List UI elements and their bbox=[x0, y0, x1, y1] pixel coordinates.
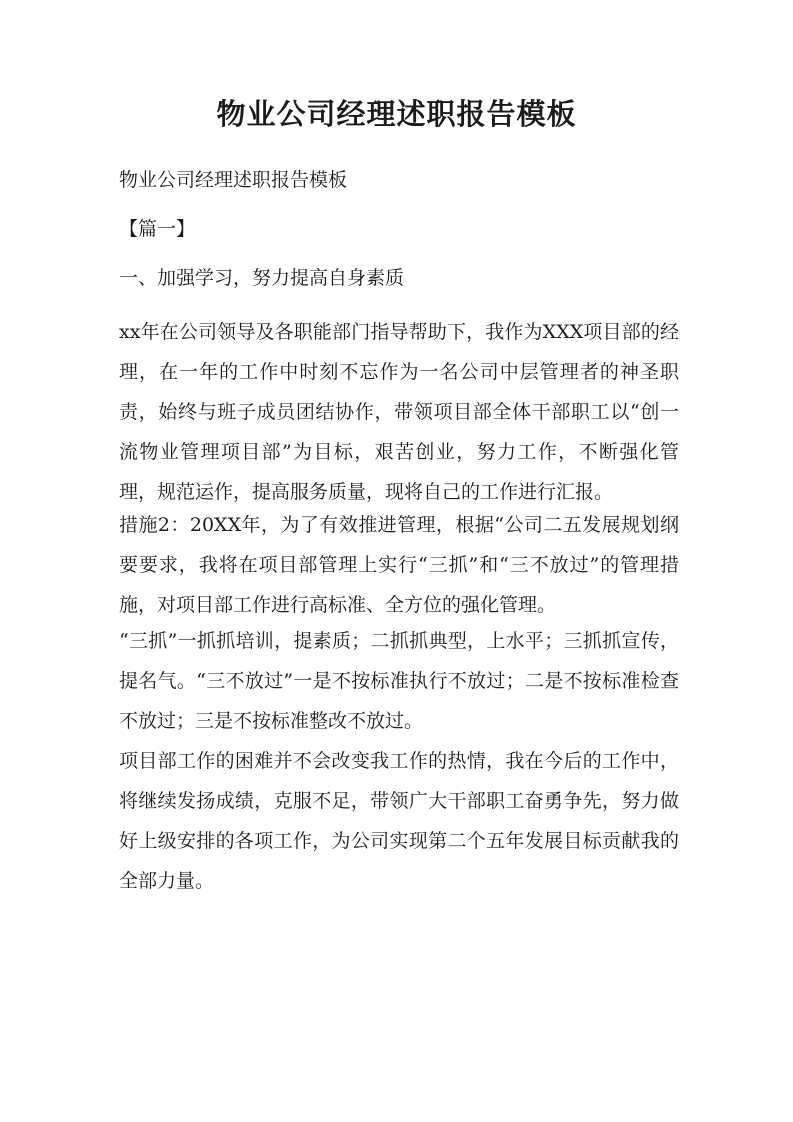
paragraph-1: xx年在公司领导及各职能部门指导帮助下，我作为XXX项目部的经理，在一年的工作中时刻不忘作为一名公司中层管理者的神圣职责，始终与班子成员团结协作，带领项目部全体干部职工以“创一流物业管理项目部”为目标，艰苦创业，努力工作，不断强化管理，规范运作，提高服务质量，现将自己的工作进行汇报。 bbox=[119, 321, 679, 503]
paragraph-4: 项目部工作的困难并不会改变我工作的热情，我在今后的工作中，将继续发扬成绩，克服不足，带领广大干部职工奋勇争先，努力做好上级安排的各项工作，为公司实现第二个五年发展目标贡献我的全部力量。 bbox=[119, 750, 679, 892]
document-title: 物业公司经理述职报告模板 bbox=[216, 97, 577, 131]
section-tag: 【篇一】 bbox=[119, 218, 196, 240]
paragraph-3: “三抓”一抓抓培训，提素质；二抓抓典型，上水平；三抓抓宣传，提名气。“三不放过”一是不按标准执行不放过；二是不按标准检查不放过；三是不按标准整改不放过。 bbox=[119, 630, 679, 732]
section-heading: 一、加强学习，努力提高自身素质 bbox=[119, 267, 405, 289]
paragraph-2: 措施2：20XX年，为了有效推进管理，根据“公司二五发展规划纲要要求，我将在项目部管理上实行“三抓”和“三不放过”的管理措施，对项目部工作进行高标准、全方位的强化管理。 bbox=[119, 514, 679, 616]
document-subtitle: 物业公司经理述职报告模板 bbox=[119, 169, 348, 191]
